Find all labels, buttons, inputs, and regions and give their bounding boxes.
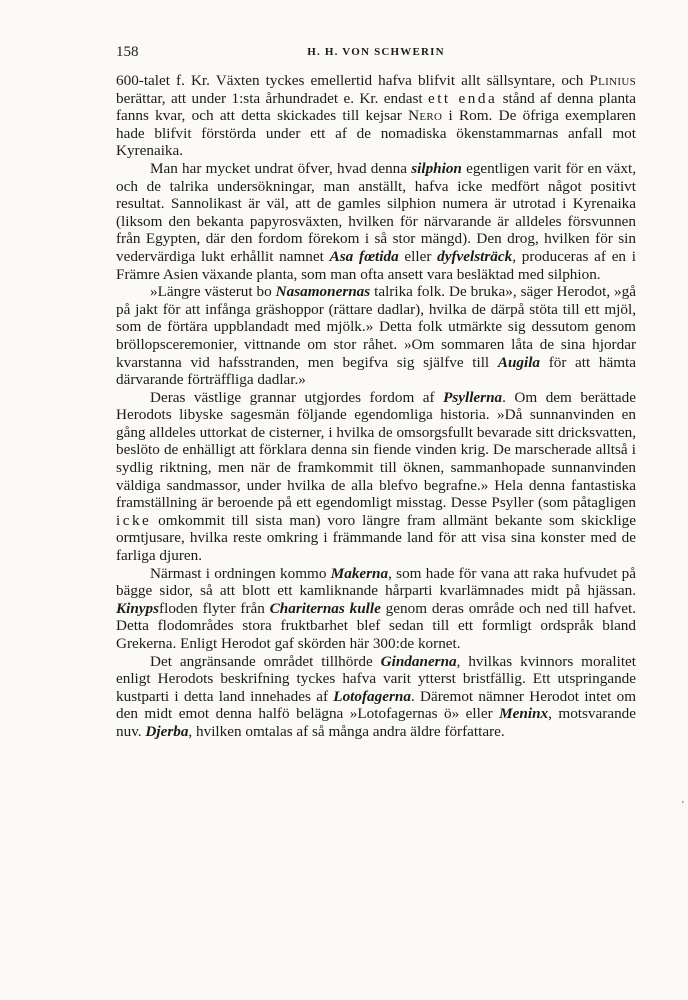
body-text bbox=[116, 72, 636, 741]
term-psyllerna: Psyllerna bbox=[443, 388, 503, 406]
name-plinius: Plinius bbox=[589, 72, 636, 89]
text-run: »Längre västerut bo bbox=[150, 283, 276, 301]
page-number: 158 bbox=[116, 44, 139, 60]
term-nasamonernas: Nasamonernas bbox=[275, 283, 371, 301]
term-lotofagerna: Lotofagerna bbox=[333, 687, 411, 705]
running-head bbox=[116, 44, 636, 68]
text-run: stånd af denna planta fanns kvar, och att detta skickades till kejsar bbox=[116, 89, 637, 125]
text-run: för att hämta därvarande förträffliga dadlar.» bbox=[116, 353, 637, 389]
paragraph-5 bbox=[116, 565, 636, 653]
text-run: . Om dem berättade Herodots libyske sagesmän följande egendomliga historia. »Då sunnanvinden en gång alldeles uttorkat de cisterner, i hvilka de omsorgsfullt bevarade sitt dricksvatten, beslöto de enhälligt att förklara denna sin fiende vinden krig. De marscherade alltså i sydlig riktning, men när de framkommit till öknen, sammanhopade sunnanvinden väldiga sandmassor, under hvilka de alla blefvo begrafne.» Hela denna fantastiska framställning är beroende på ett egendomligt misstag. Desse Psyller (som påtagligen bbox=[116, 388, 636, 512]
running-head-title: H. H. VON SCHWERIN bbox=[307, 46, 445, 58]
text-run: omkommit till sista man) voro längre fram allmänt bekante som skicklige ormtjusare, hvilka reste omkring i främmande land för att visa sina konster med de farliga djuren. bbox=[116, 511, 636, 565]
text-run: , produceras af en i Främre Asien växande planta, som man ofta ansett vara besläktad med silphion. bbox=[116, 247, 636, 283]
text-run: eller bbox=[398, 247, 438, 265]
text-run: genom deras område och ned till hafvet. Detta flodområdes stora fruktbarhet blef sedan till ett formligt ordspråk bland Grekerna. Enligt Herodot gaf skörden här 300:de kornet. bbox=[116, 599, 637, 652]
paragraph-6 bbox=[116, 653, 636, 741]
term-meninx: Meninx bbox=[499, 705, 549, 723]
term-silphion: silphion bbox=[411, 159, 462, 177]
text-run: . Däremot nämner Herodot intet om den midt emot denna halfö belägna »Lotofagernas ö» eller bbox=[116, 687, 637, 723]
term-dyfvelstrack: dyfvelsträck bbox=[437, 247, 513, 265]
emphasis-spaced: ett enda bbox=[427, 89, 498, 107]
text-run: Närmast i ordningen kommo bbox=[150, 564, 331, 582]
paragraph-3 bbox=[116, 283, 636, 389]
text-run: floden flyter från bbox=[159, 599, 270, 617]
text-run: , hvilken omtalas af så många andra äldre författare. bbox=[188, 722, 505, 740]
name-nero: Nero bbox=[408, 107, 443, 125]
term-chariternas-kulle: Chariternas kulle bbox=[269, 599, 381, 617]
text-run: berättar, att under 1:sta århundradet e. Kr. endast bbox=[116, 89, 428, 107]
term-augila: Augila bbox=[497, 353, 541, 371]
text-run: 600-talet f. Kr. Växten tyckes emellertid hafva blifvit allt sällsyntare, och bbox=[116, 72, 590, 89]
text-run: i Rom. De öfriga exemplaren hade blifvit förstörda under ett af de nomadiska ökenstammarnas anfall mot Kyrenaika. bbox=[116, 107, 636, 160]
term-kinyps: Kinyps bbox=[116, 599, 160, 617]
paragraph-1 bbox=[116, 72, 636, 160]
text-run: talrika folk. De bruka», säger Herodot, »gå på jakt för att infånga gräshoppor (rättare dadlar), hvilka de därpå stöta till ett mjöl, som de förtära uppblandadt med mjölk.» Detta folk utmärkte sig dessutom genom bröllopsceremonier, vittnande om stor råhet. »Om sommaren låta de sina hjordar kvarstanna vid hafsstranden, men begifva sig själfve till bbox=[116, 283, 636, 371]
margin-mark: ' bbox=[682, 800, 684, 811]
text-run: egentligen varit för en växt, och de talrika undersökningar, man anställt, hafva icke medfört något positivt resultat. Sannolikast är väl, att de gamles silphion numera är utrotad i Kyrenaika (liksom den bekanta papyrosväxten, hvilken för närvarande är alldeles försvunnen från Egypten, där den fordom förekom i så stor mängd). Den drog, hvilken för sin vedervärdiga lukt erhållit namnet bbox=[116, 159, 636, 265]
text-run: , som hade för vana att raka hufvudet på bägge sidor, så att blott ett kamliknande hårparti kvarlämnades midt på hjässan. bbox=[116, 564, 636, 600]
term-makerna: Makerna bbox=[330, 564, 389, 582]
term-gindanerna: Gindanerna bbox=[380, 652, 457, 670]
term-asa-foetida: Asa fœtida bbox=[329, 247, 399, 265]
text-run: Man har mycket undrat öfver, hvad denna bbox=[150, 159, 412, 177]
text-run: Deras västlige grannar utgjordes fordom af bbox=[150, 388, 444, 406]
term-djerba: Djerba bbox=[145, 722, 189, 740]
text-run: Det angränsande området tillhörde bbox=[150, 652, 381, 670]
paragraph-2 bbox=[116, 160, 636, 283]
text-run: , hvilkas kvinnors moralitet enligt Herodots beskrifning tyckes hafva varit ytterst bristfällig. Ett utspringande kustparti i detta land innehades af bbox=[116, 652, 637, 705]
emphasis-spaced: icke bbox=[116, 511, 152, 529]
text-run: , motsvarande nuv. bbox=[116, 705, 636, 740]
paragraph-4 bbox=[116, 389, 636, 565]
